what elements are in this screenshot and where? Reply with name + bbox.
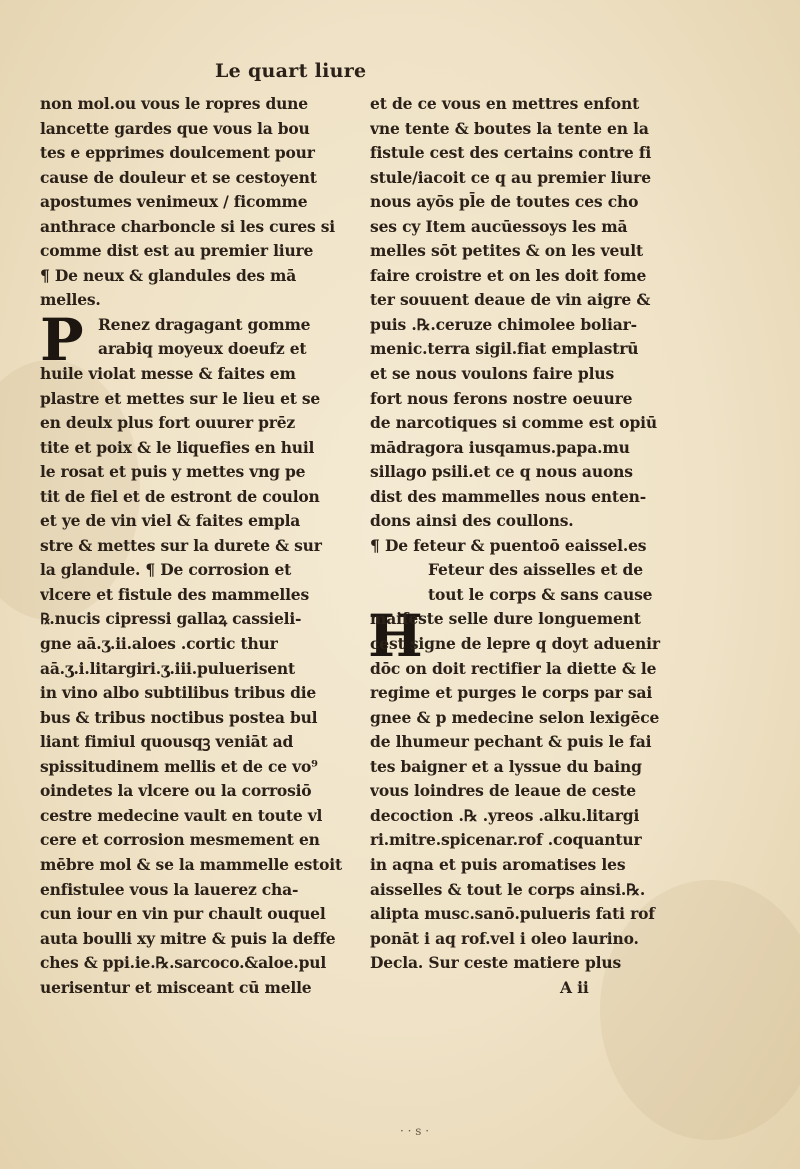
text-line: vne tente & boutes la tente en la <box>370 118 649 138</box>
text-line: stule/iacoit ce q au premier liure <box>370 167 651 187</box>
section-heading: melles. <box>40 290 101 310</box>
text-line: in aqna et puis aromatises les <box>370 854 626 874</box>
text-line: uerisentur et misceant cū melle <box>40 977 312 997</box>
text-line: sillago psili.et ce q nous auons <box>370 462 633 482</box>
section-heading: ¶ De feteur & puentoō eaissel.es <box>370 535 647 555</box>
section-heading: ¶ De neux & glandules des mā <box>40 265 297 285</box>
text-line: dist des mammelles nous enten- <box>370 486 647 506</box>
text-line: cestre medecine vault en toute vl <box>40 805 323 825</box>
text-line: de lhumeur pechant & puis le fai <box>370 732 652 752</box>
text-line: en deulx plus fort ouurer prēz <box>40 413 296 433</box>
text-line: alipta musc.sanō.pulueris fati rof <box>370 904 655 924</box>
text-line: ses cy Item aucūessoys les mā <box>370 216 628 236</box>
text-line: gnee & p medecine selon lexigēce <box>370 707 660 727</box>
text-line: Renez dragagant gomme <box>98 314 311 334</box>
text-line: dōc on doit rectifier la diette & le <box>370 658 657 678</box>
text-line: Feteur des aisselles et de <box>428 560 643 580</box>
text-line: puis .℞.ceruze chimolee boliar- <box>370 314 637 334</box>
left-text-column <box>40 92 350 1000</box>
text-line: cause de douleur et se cestoyent <box>40 167 317 187</box>
text-line: regime et purges le corps par sai <box>370 683 653 703</box>
text-line: spissitudinem mellis et de ce vo⁹ <box>40 756 318 776</box>
text-line: fistule cest des certains contre fi <box>370 143 652 163</box>
signature-mark: A ii <box>560 977 589 997</box>
right-text-column <box>370 92 690 1000</box>
text-line: de narcotiques si comme est opiū <box>370 413 658 433</box>
text-line: et ye de vin viel & faites empla <box>40 511 301 531</box>
text-line: huile violat messe & faites em <box>40 364 296 384</box>
text-line: maifeste selle dure longuement <box>370 609 641 629</box>
text-line: decoction .℞ .yreos .alku.litargi <box>370 805 640 825</box>
text-line: auta boulli xy mitre & puis la deffe <box>40 928 336 948</box>
text-line: Decla. Sur ceste matiere plus <box>370 953 622 973</box>
text-line: cun iour en vin pur chault ouquel <box>40 904 326 924</box>
text-line: faire croistre et on les doit fome <box>370 265 647 285</box>
foot-mark: · · s · <box>400 1124 430 1138</box>
text-line: tes e epprimes doulcement pour <box>40 143 315 163</box>
text-line: et se nous voulons faire plus <box>370 364 615 384</box>
text-line: apostumes venimeux / ficomme <box>40 192 308 212</box>
text-line: et de ce vous en mettres enfont <box>370 94 640 113</box>
text-line: nous ayōs pl̄e de toutes ces cho <box>370 192 639 212</box>
text-line: ponāt i aq rof.vel i oleo laurino. <box>370 928 639 948</box>
text-line: tit de fiel et de estront de coulon <box>40 486 320 506</box>
initial-letter-h: H <box>368 602 423 670</box>
text-line: aā.ʒ.i.litargiri.ʒ.iii.puluerisent <box>40 658 295 678</box>
text-line: tout le corps & sans cause <box>428 584 653 604</box>
text-line: tes baigner et a lyssue du baing <box>370 756 642 776</box>
text-line: bus & tribus noctibus postea bul <box>40 707 318 727</box>
text-line: menic.terra sigil.fiat emplastrū <box>370 339 639 359</box>
running-head: Le quart liure <box>215 60 367 82</box>
initial-letter-p: P <box>40 306 84 374</box>
text-line: la glandule. ¶ De corrosion et <box>40 560 292 580</box>
text-line: plastre et mettes sur le lieu et se <box>40 388 321 408</box>
text-line: stre & mettes sur la durete & sur <box>40 535 322 555</box>
text-line: mādragora iusqamus.papa.mu <box>370 437 630 457</box>
text-line: enfistulee vous la lauerez cha- <box>40 879 299 899</box>
text-line: ℞.nucis cipressi gallaꝝ cassieli- <box>40 609 302 629</box>
text-line: vlcere et fistule des mammelles <box>40 584 309 604</box>
text-line: lancette gardes que vous la bou <box>40 118 310 138</box>
text-line: anthrace charboncle si les cures si <box>40 216 335 236</box>
text-line: ri.mitre.spicenar.rof .coquantur <box>370 830 642 850</box>
text-line: dons ainsi des coullons. <box>370 511 574 531</box>
text-line: cere et corrosion mesmement en <box>40 830 320 850</box>
text-line: liant fimiul quousqꝫ veniāt ad <box>40 732 294 752</box>
text-line: ter souuent deaue de vin aigre & <box>370 290 651 310</box>
text-line: gne aā.ʒ.ii.aloes .cortic thur <box>40 634 278 654</box>
text-line: le rosat et puis y mettes vng pe <box>40 462 306 482</box>
text-line: cest signe de lepre q doyt aduenir <box>370 634 660 654</box>
text-line: oindetes la vlcere ou la corrosiō <box>40 781 312 801</box>
text-line: in vino albo subtilibus tribus die <box>40 683 317 703</box>
text-line: arabiq moyeux doeufz et <box>98 339 307 359</box>
text-line: aisselles & tout le corps ainsi.℞. <box>370 879 646 899</box>
text-line: tite et poix & le liquefies en huil <box>40 437 315 457</box>
text-line: vous loindres de leaue de ceste <box>370 781 637 801</box>
text-line: comme dist est au premier liure <box>40 241 314 261</box>
text-line: ches & ppi.ie.℞.sarcoco.&aloe.pul <box>40 953 327 973</box>
text-line: non mol.ou vous le ropres dune <box>40 94 308 113</box>
text-line: mēbre mol & se la mammelle estoit <box>40 854 342 874</box>
text-line: fort nous ferons nostre oeuure <box>370 388 633 408</box>
text-line: melles sōt petites & on les veult <box>370 241 644 261</box>
